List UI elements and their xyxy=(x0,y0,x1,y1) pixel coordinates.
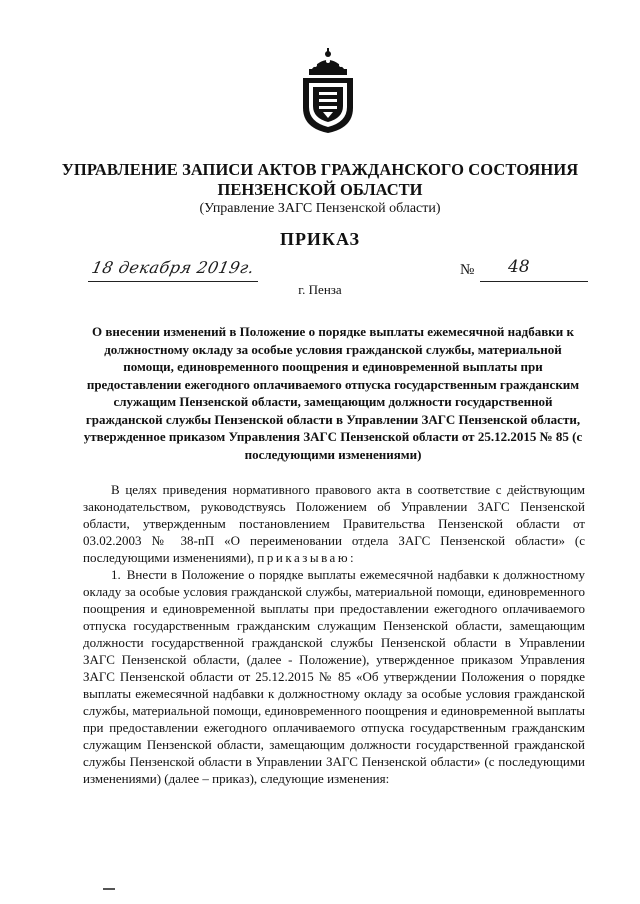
handwritten-number: 48 xyxy=(508,257,530,277)
paragraph-intro-text: В целях приведения нормативного правового акта в соответствие с действующим законодательством, руководствуясь Положением об Управлении ЗАГС Пензенской области, утвержденным постановлением Правительства Пензенской области от 03.02.2003 № 38-пП «О переименовании отдела ЗАГС Пензенской области» (с последующими изменениями), xyxy=(83,482,585,565)
org-short-name: (Управление ЗАГС Пензенской области) xyxy=(199,201,441,216)
paragraph-intro xyxy=(83,481,585,566)
order-keyword: приказываю: xyxy=(257,550,357,565)
city-label: г. Пенза xyxy=(298,282,342,297)
paragraph-item-1 xyxy=(83,566,585,787)
item-number: 1. xyxy=(111,567,121,582)
coat-of-arms-icon xyxy=(297,48,359,134)
number-sign: № xyxy=(460,262,475,278)
org-title-line1: УПРАВЛЕНИЕ ЗАПИСИ АКТОВ ГРАЖДАНСКОГО СОСТОЯНИЯ xyxy=(61,160,579,179)
order-body xyxy=(83,481,585,787)
handwritten-date: 18 декабря 2019г. xyxy=(89,258,257,277)
doc-type-title: ПРИКАЗ xyxy=(279,229,361,249)
scan-mark xyxy=(103,888,115,890)
item-1-text: Внести в Положение о порядке выплаты ежемесячной надбавки к должностному окладу за особые условия гражданской службы, материальной помощи, единовременного поощрения и единовременной выплаты при предоставлении ежегодного оплачиваемого отпуска государственным гражданским служащим Пензенской области, замещающим должности государственной гражданской службы Пензенской области в Управлении ЗАГС Пензенской области, (далее - Положение), утвержденное приказом Управления ЗАГС Пензенской области от 25.12.2015 № 85 «Об утверждении Положения о порядке выплаты ежемесячной надбавки к должностному окладу за особые условия гражданской службы, материальной помощи, единовременного поощрения и единовременной выплаты при предоставлении ежегодного оплачиваемого отпуска государственным гражданским служащим Пензенской области, замещающим должности государственной гражданской службы Пензенской области в Управлении ЗАГС Пензенской области» (с последующими изменениями) (далее – приказ), следующие изменения: xyxy=(83,567,585,786)
order-subject: О внесении изменений в Положение о порядке выплаты ежемесячной надбавки к должностному окладу за особые условия гражданской службы, материальной помощи, единовременного поощрения и единовременной выплаты при предоставлении ежегодного оплачиваемого отпуска государственным гражданским служащим Пензенской области, замещающим должности государственной гражданской службы Пензенской области в Управлении ЗАГС Пензенской области, утвержденное приказом Управления ЗАГС Пензенской области от 25.12.2015 № 85 (с последующими изменениями) xyxy=(83,324,583,462)
org-title-line2: ПЕНЗЕНСКОЙ ОБЛАСТИ xyxy=(217,180,423,199)
